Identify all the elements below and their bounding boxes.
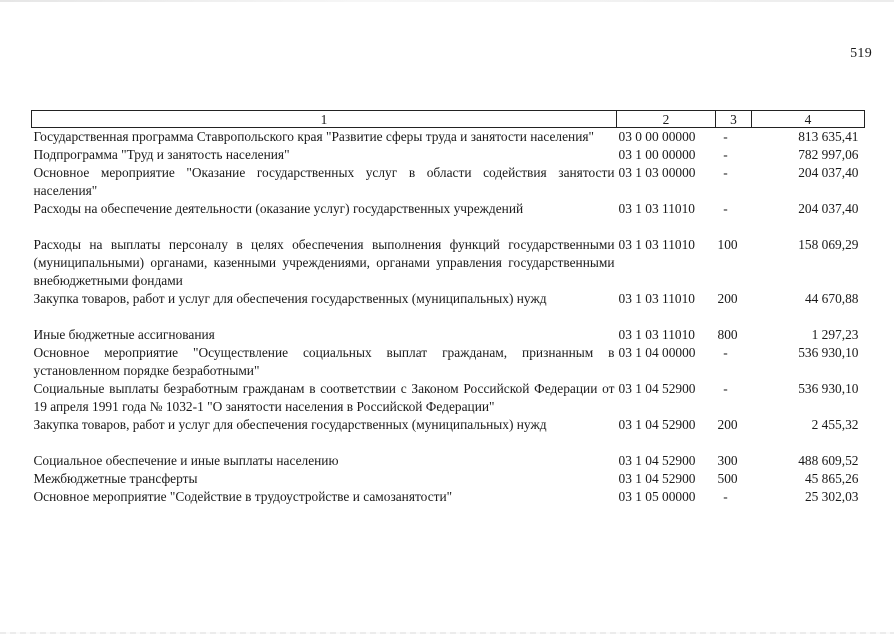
row-name: Закупка товаров, работ и услуг для обеспечения государственных (муниципальных) нужд: [33, 291, 547, 306]
scan-edge-bottom: [0, 632, 894, 634]
row-name: Основное мероприятие "Осуществление социальных выплат гражданам, признанным в установленном порядке безработными": [33, 345, 615, 378]
row-type: 500: [717, 471, 738, 486]
header-col-2: 2: [617, 111, 716, 128]
row-name: Социальное обеспечение и иные выплаты населению: [33, 453, 339, 468]
row-sum: 204 037,40: [798, 165, 859, 180]
row-sum: 158 069,29: [798, 237, 859, 252]
row-sum: 2 455,32: [811, 417, 859, 432]
row-name: Основное мероприятие "Содействие в трудоустройстве и самозанятости": [33, 489, 453, 504]
table-row: [32, 470, 865, 488]
header-row: [32, 111, 865, 128]
row-code: 03 1 04 00000: [618, 345, 696, 360]
table-row: [32, 236, 865, 290]
row-sum: 45 865,26: [804, 471, 859, 486]
row-code: 03 1 03 11010: [618, 291, 695, 306]
row-type: 300: [717, 453, 738, 468]
row-name: Межбюджетные трансферты: [33, 471, 198, 486]
page-number: 519: [850, 46, 872, 61]
row-sum: 1 297,23: [811, 327, 859, 342]
row-type: -: [723, 165, 728, 180]
row-sum: 536 930,10: [798, 345, 859, 360]
row-sum: 782 997,06: [798, 147, 859, 162]
row-name: Закупка товаров, работ и услуг для обеспечения государственных (муниципальных) нужд: [33, 417, 547, 432]
row-code: 03 0 00 00000: [618, 129, 696, 144]
row-type: -: [723, 147, 728, 162]
row-type: -: [723, 345, 728, 360]
budget-table: [31, 110, 865, 506]
row-type: -: [723, 201, 728, 216]
row-code: 03 1 03 11010: [618, 237, 695, 252]
row-sum: 204 037,40: [798, 201, 859, 216]
row-name: Подпрограмма "Труд и занятость населения": [33, 147, 290, 162]
row-code: 03 1 00 00000: [618, 147, 696, 162]
row-sum: 536 930,10: [798, 381, 859, 396]
row-type: 200: [717, 417, 738, 432]
table-row: [32, 164, 865, 200]
row-code: 03 1 03 11010: [618, 201, 695, 216]
row-sum: 25 302,03: [804, 489, 859, 504]
row-type: -: [723, 489, 728, 504]
table-row: [32, 488, 865, 506]
scan-edge-top: [0, 0, 894, 2]
header-col-1: 1: [32, 111, 617, 128]
table-header: [32, 111, 865, 128]
row-code: 03 1 04 52900: [618, 471, 696, 486]
table-row: [32, 128, 865, 147]
row-type: -: [723, 381, 728, 396]
table-row: [32, 344, 865, 380]
row-type: 800: [717, 327, 738, 342]
row-name: Социальные выплаты безработным гражданам в соответствии с Законом Российской Федерации от 19 апреля 1991 года № 1032-1 "О занятости населения в Российской Федерации": [33, 381, 615, 414]
row-code: 03 1 05 00000: [618, 489, 696, 504]
row-type: -: [723, 129, 728, 144]
row-sum: 813 635,41: [798, 129, 859, 144]
table-row: [32, 326, 865, 344]
row-name: Иные бюджетные ассигнования: [33, 327, 215, 342]
row-name: Государственная программа Ставропольского края "Развитие сферы труда и занятости населения": [33, 129, 595, 144]
header-col-4: 4: [752, 111, 865, 128]
row-type: 100: [717, 237, 738, 252]
row-sum: 488 609,52: [798, 453, 859, 468]
row-code: 03 1 04 52900: [618, 381, 696, 396]
table-row: [32, 380, 865, 416]
row-name: Расходы на выплаты персоналу в целях обеспечения выполнения функций государственными (муниципальными) органами, казенными учреждениями, органами управления государственными внебюджетными фондами: [33, 237, 615, 288]
row-sum: 44 670,88: [804, 291, 859, 306]
row-code: 03 1 04 52900: [618, 417, 696, 432]
header-col-3: 3: [716, 111, 752, 128]
table-row: [32, 452, 865, 470]
row-code: 03 1 03 00000: [618, 165, 696, 180]
table-row: [32, 290, 865, 326]
row-name: Основное мероприятие "Оказание государственных услуг в области содействия занятости населения": [33, 165, 615, 198]
row-name: Расходы на обеспечение деятельности (оказание услуг) государственных учреждений: [33, 201, 524, 216]
row-code: 03 1 04 52900: [618, 453, 696, 468]
row-type: 200: [717, 291, 738, 306]
table-body: [32, 128, 865, 507]
table-row: [32, 200, 865, 236]
table-row: [32, 416, 865, 452]
table-row: [32, 146, 865, 164]
row-code: 03 1 03 11010: [618, 327, 695, 342]
